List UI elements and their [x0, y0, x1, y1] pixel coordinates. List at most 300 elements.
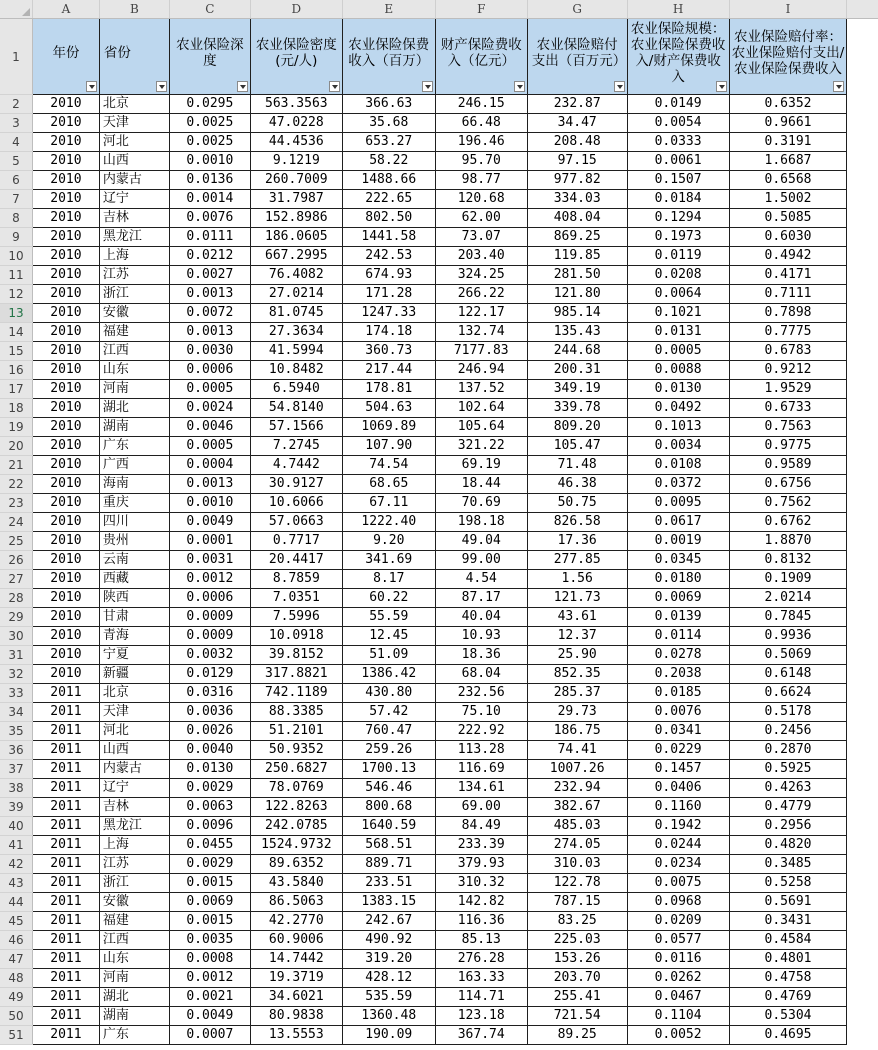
empty-cell[interactable] [847, 456, 878, 475]
table-cell[interactable]: 0.6030 [729, 228, 847, 247]
table-cell[interactable]: 0.0129 [169, 665, 250, 684]
table-cell[interactable]: 0.0029 [169, 779, 250, 798]
table-cell[interactable]: 4.54 [435, 570, 527, 589]
table-cell[interactable]: 29.73 [527, 703, 627, 722]
table-cell[interactable]: 湖南 [99, 418, 169, 437]
table-cell[interactable]: 742.1189 [250, 684, 342, 703]
table-cell[interactable]: 1383.15 [342, 893, 435, 912]
header-cell-year[interactable] [32, 19, 99, 95]
table-cell[interactable]: 47.0228 [250, 114, 342, 133]
row-number[interactable]: 41 [0, 836, 32, 855]
empty-cell[interactable] [847, 266, 878, 285]
table-cell[interactable]: 河北 [99, 722, 169, 741]
table-cell[interactable]: 0.0004 [169, 456, 250, 475]
table-cell[interactable]: 0.0088 [627, 361, 729, 380]
table-cell[interactable]: 2010 [32, 494, 99, 513]
table-cell[interactable]: 246.94 [435, 361, 527, 380]
row-number[interactable]: 44 [0, 893, 32, 912]
row-number[interactable]: 17 [0, 380, 32, 399]
table-cell[interactable]: 2010 [32, 551, 99, 570]
filter-dropdown-icon[interactable] [422, 81, 433, 92]
row-number[interactable]: 4 [0, 133, 32, 152]
table-cell[interactable]: 232.87 [527, 95, 627, 114]
table-cell[interactable]: 0.0234 [627, 855, 729, 874]
table-cell[interactable]: 广西 [99, 456, 169, 475]
table-cell[interactable]: 0.0054 [627, 114, 729, 133]
table-cell[interactable]: 0.0010 [169, 152, 250, 171]
table-cell[interactable]: 58.22 [342, 152, 435, 171]
table-cell[interactable]: 153.26 [527, 950, 627, 969]
empty-cell[interactable] [847, 361, 878, 380]
table-cell[interactable]: 北京 [99, 684, 169, 703]
table-cell[interactable]: 4.7442 [250, 456, 342, 475]
table-cell[interactable]: 57.1566 [250, 418, 342, 437]
table-cell[interactable]: 0.0008 [169, 950, 250, 969]
table-cell[interactable]: 10.0918 [250, 627, 342, 646]
table-cell[interactable]: 0.7563 [729, 418, 847, 437]
table-cell[interactable]: 0.0316 [169, 684, 250, 703]
empty-cell[interactable] [847, 399, 878, 418]
table-cell[interactable]: 60.22 [342, 589, 435, 608]
table-cell[interactable]: 43.61 [527, 608, 627, 627]
table-cell[interactable]: 0.1104 [627, 1007, 729, 1026]
table-cell[interactable]: 869.25 [527, 228, 627, 247]
table-cell[interactable]: 27.0214 [250, 285, 342, 304]
table-cell[interactable]: 2011 [32, 703, 99, 722]
header-cell-loss-ratio[interactable] [729, 19, 847, 95]
table-cell[interactable]: 0.0036 [169, 703, 250, 722]
table-cell[interactable]: 天津 [99, 114, 169, 133]
table-cell[interactable]: 2010 [32, 228, 99, 247]
table-cell[interactable]: 上海 [99, 247, 169, 266]
row-number[interactable]: 47 [0, 950, 32, 969]
table-cell[interactable]: 0.0063 [169, 798, 250, 817]
table-cell[interactable]: 0.1013 [627, 418, 729, 437]
table-cell[interactable]: 0.0072 [169, 304, 250, 323]
table-cell[interactable]: 2011 [32, 988, 99, 1007]
table-cell[interactable]: 贵州 [99, 532, 169, 551]
table-cell[interactable]: 0.0076 [627, 703, 729, 722]
table-cell[interactable]: 0.0049 [169, 513, 250, 532]
table-cell[interactable]: 0.0012 [169, 570, 250, 589]
table-cell[interactable]: 0.0013 [169, 323, 250, 342]
table-cell[interactable]: 0.9661 [729, 114, 847, 133]
table-cell[interactable]: 208.48 [527, 133, 627, 152]
table-cell[interactable]: 30.9127 [250, 475, 342, 494]
table-cell[interactable]: 0.0013 [169, 285, 250, 304]
column-letter[interactable]: E [342, 0, 435, 19]
table-cell[interactable]: 0.0208 [627, 266, 729, 285]
table-cell[interactable]: 0.0139 [627, 608, 729, 627]
table-cell[interactable]: 27.3634 [250, 323, 342, 342]
table-cell[interactable]: 186.75 [527, 722, 627, 741]
table-cell[interactable]: 湖北 [99, 399, 169, 418]
filter-dropdown-icon[interactable] [716, 81, 727, 92]
table-cell[interactable]: 福建 [99, 912, 169, 931]
table-cell[interactable]: 2011 [32, 912, 99, 931]
table-cell[interactable]: 802.50 [342, 209, 435, 228]
table-cell[interactable]: 360.73 [342, 342, 435, 361]
table-cell[interactable]: 40.04 [435, 608, 527, 627]
table-cell[interactable]: 122.17 [435, 304, 527, 323]
table-cell[interactable]: 2011 [32, 1007, 99, 1026]
table-cell[interactable]: 安徽 [99, 893, 169, 912]
table-cell[interactable]: 2010 [32, 437, 99, 456]
table-cell[interactable]: 0.0492 [627, 399, 729, 418]
table-cell[interactable]: 浙江 [99, 285, 169, 304]
table-cell[interactable]: 2011 [32, 817, 99, 836]
table-cell[interactable]: 339.78 [527, 399, 627, 418]
table-cell[interactable]: 174.18 [342, 323, 435, 342]
table-cell[interactable]: 977.82 [527, 171, 627, 190]
row-number[interactable]: 8 [0, 209, 32, 228]
table-cell[interactable]: 0.0130 [627, 380, 729, 399]
table-cell[interactable]: 0.0029 [169, 855, 250, 874]
table-cell[interactable]: 2010 [32, 285, 99, 304]
table-cell[interactable]: 0.0009 [169, 627, 250, 646]
table-cell[interactable]: 563.3563 [250, 95, 342, 114]
table-cell[interactable]: 97.15 [527, 152, 627, 171]
table-cell[interactable]: 116.36 [435, 912, 527, 931]
table-cell[interactable]: 青海 [99, 627, 169, 646]
row-number[interactable]: 11 [0, 266, 32, 285]
table-cell[interactable]: 25.90 [527, 646, 627, 665]
row-number[interactable]: 24 [0, 513, 32, 532]
empty-cell[interactable] [847, 741, 878, 760]
table-cell[interactable]: 1.5002 [729, 190, 847, 209]
empty-cell[interactable] [847, 988, 878, 1007]
table-cell[interactable]: 湖北 [99, 988, 169, 1007]
table-cell[interactable]: 152.8986 [250, 209, 342, 228]
table-cell[interactable]: 98.77 [435, 171, 527, 190]
table-cell[interactable]: 0.0034 [627, 437, 729, 456]
row-number[interactable]: 5 [0, 152, 32, 171]
table-cell[interactable]: 277.85 [527, 551, 627, 570]
table-cell[interactable]: 内蒙古 [99, 171, 169, 190]
table-cell[interactable]: 0.0333 [627, 133, 729, 152]
table-cell[interactable]: 2.0214 [729, 589, 847, 608]
table-cell[interactable]: 18.36 [435, 646, 527, 665]
table-cell[interactable]: 0.1160 [627, 798, 729, 817]
table-cell[interactable]: 0.5069 [729, 646, 847, 665]
row-number[interactable]: 15 [0, 342, 32, 361]
table-cell[interactable]: 10.6066 [250, 494, 342, 513]
table-cell[interactable]: 852.35 [527, 665, 627, 684]
table-cell[interactable]: 0.0455 [169, 836, 250, 855]
table-cell[interactable]: 0.0295 [169, 95, 250, 114]
header-cell-scale[interactable] [627, 19, 729, 95]
table-cell[interactable]: 800.68 [342, 798, 435, 817]
table-cell[interactable]: 2010 [32, 171, 99, 190]
table-cell[interactable]: 0.1294 [627, 209, 729, 228]
table-cell[interactable]: 319.20 [342, 950, 435, 969]
table-cell[interactable]: 366.63 [342, 95, 435, 114]
table-cell[interactable]: 黑龙江 [99, 817, 169, 836]
empty-cell[interactable] [847, 684, 878, 703]
table-cell[interactable]: 0.0040 [169, 741, 250, 760]
table-cell[interactable]: 0.6568 [729, 171, 847, 190]
empty-cell[interactable] [847, 304, 878, 323]
filter-dropdown-icon[interactable] [514, 81, 525, 92]
row-number[interactable]: 22 [0, 475, 32, 494]
filter-dropdown-icon[interactable] [156, 81, 167, 92]
table-cell[interactable]: 99.00 [435, 551, 527, 570]
table-cell[interactable]: 0.7775 [729, 323, 847, 342]
table-cell[interactable]: 0.4801 [729, 950, 847, 969]
table-cell[interactable]: 0.0229 [627, 741, 729, 760]
column-letter[interactable]: H [627, 0, 729, 19]
table-cell[interactable]: 1.9529 [729, 380, 847, 399]
table-cell[interactable]: 辽宁 [99, 779, 169, 798]
table-cell[interactable]: 0.0035 [169, 931, 250, 950]
table-cell[interactable]: 福建 [99, 323, 169, 342]
table-cell[interactable]: 2011 [32, 798, 99, 817]
table-cell[interactable]: 0.0278 [627, 646, 729, 665]
table-cell[interactable]: 87.17 [435, 589, 527, 608]
table-cell[interactable]: 260.7009 [250, 171, 342, 190]
table-cell[interactable]: 89.25 [527, 1026, 627, 1045]
row-number[interactable]: 33 [0, 684, 32, 703]
table-cell[interactable]: 787.15 [527, 893, 627, 912]
table-cell[interactable]: 2010 [32, 456, 99, 475]
table-cell[interactable]: 0.0005 [169, 437, 250, 456]
table-cell[interactable]: 2011 [32, 722, 99, 741]
table-cell[interactable]: 0.2038 [627, 665, 729, 684]
table-cell[interactable]: 69.19 [435, 456, 527, 475]
table-cell[interactable]: 6.5940 [250, 380, 342, 399]
table-cell[interactable]: 2011 [32, 684, 99, 703]
empty-cell[interactable] [847, 513, 878, 532]
table-cell[interactable]: 1.56 [527, 570, 627, 589]
table-cell[interactable]: 西藏 [99, 570, 169, 589]
table-cell[interactable]: 0.4695 [729, 1026, 847, 1045]
table-cell[interactable]: 107.90 [342, 437, 435, 456]
table-cell[interactable]: 0.9775 [729, 437, 847, 456]
empty-cell[interactable] [847, 418, 878, 437]
table-cell[interactable]: 721.54 [527, 1007, 627, 1026]
table-cell[interactable]: 2010 [32, 190, 99, 209]
row-number[interactable]: 1 [0, 19, 32, 95]
table-cell[interactable]: 334.03 [527, 190, 627, 209]
empty-cell[interactable] [847, 133, 878, 152]
empty-cell[interactable] [847, 817, 878, 836]
table-cell[interactable]: 0.0031 [169, 551, 250, 570]
table-cell[interactable]: 山西 [99, 741, 169, 760]
filter-dropdown-icon[interactable] [237, 81, 248, 92]
table-cell[interactable]: 2010 [32, 532, 99, 551]
table-cell[interactable]: 0.6756 [729, 475, 847, 494]
table-cell[interactable]: 0.0076 [169, 209, 250, 228]
table-cell[interactable]: 122.8263 [250, 798, 342, 817]
column-letter[interactable]: I [729, 0, 847, 19]
row-number[interactable]: 13 [0, 304, 32, 323]
table-cell[interactable]: 246.15 [435, 95, 527, 114]
table-cell[interactable]: 122.78 [527, 874, 627, 893]
table-cell[interactable]: 428.12 [342, 969, 435, 988]
table-cell[interactable]: 0.0014 [169, 190, 250, 209]
filter-dropdown-icon[interactable] [614, 81, 625, 92]
table-cell[interactable]: 0.0019 [627, 532, 729, 551]
table-cell[interactable]: 0.7562 [729, 494, 847, 513]
table-cell[interactable]: 0.0021 [169, 988, 250, 1007]
table-cell[interactable]: 80.9838 [250, 1007, 342, 1026]
table-cell[interactable]: 44.4536 [250, 133, 342, 152]
table-cell[interactable]: 12.45 [342, 627, 435, 646]
table-cell[interactable]: 13.5553 [250, 1026, 342, 1045]
table-cell[interactable]: 74.54 [342, 456, 435, 475]
table-cell[interactable]: 0.4820 [729, 836, 847, 855]
table-cell[interactable]: 266.22 [435, 285, 527, 304]
table-cell[interactable]: 新疆 [99, 665, 169, 684]
table-cell[interactable]: 2010 [32, 665, 99, 684]
row-number[interactable]: 48 [0, 969, 32, 988]
table-cell[interactable]: 0.0212 [169, 247, 250, 266]
table-cell[interactable]: 9.1219 [250, 152, 342, 171]
table-cell[interactable]: 0.1457 [627, 760, 729, 779]
table-cell[interactable]: 203.40 [435, 247, 527, 266]
table-cell[interactable]: 285.37 [527, 684, 627, 703]
table-cell[interactable]: 0.1507 [627, 171, 729, 190]
table-cell[interactable]: 2010 [32, 608, 99, 627]
empty-cell[interactable] [847, 152, 878, 171]
empty-cell[interactable] [847, 608, 878, 627]
table-cell[interactable]: 内蒙古 [99, 760, 169, 779]
empty-cell[interactable] [847, 551, 878, 570]
table-cell[interactable]: 1386.42 [342, 665, 435, 684]
table-cell[interactable]: 0.4584 [729, 931, 847, 950]
table-cell[interactable]: 242.53 [342, 247, 435, 266]
table-cell[interactable]: 382.67 [527, 798, 627, 817]
empty-cell[interactable] [847, 722, 878, 741]
table-cell[interactable]: 1.8870 [729, 532, 847, 551]
table-cell[interactable]: 2010 [32, 114, 99, 133]
table-cell[interactable]: 0.0180 [627, 570, 729, 589]
table-cell[interactable]: 0.6783 [729, 342, 847, 361]
filter-dropdown-icon[interactable] [329, 81, 340, 92]
table-cell[interactable]: 233.39 [435, 836, 527, 855]
table-cell[interactable]: 222.65 [342, 190, 435, 209]
table-cell[interactable]: 0.0341 [627, 722, 729, 741]
row-number[interactable]: 50 [0, 1007, 32, 1026]
table-cell[interactable]: 7.0351 [250, 589, 342, 608]
table-cell[interactable]: 2011 [32, 931, 99, 950]
table-cell[interactable]: 北京 [99, 95, 169, 114]
table-cell[interactable]: 1360.48 [342, 1007, 435, 1026]
table-cell[interactable]: 1247.33 [342, 304, 435, 323]
table-cell[interactable]: 0.0075 [627, 874, 729, 893]
empty-cell[interactable] [847, 323, 878, 342]
column-letter[interactable]: A [32, 0, 99, 19]
table-cell[interactable]: 430.80 [342, 684, 435, 703]
table-cell[interactable]: 0.0136 [169, 171, 250, 190]
header-cell-depth[interactable] [169, 19, 250, 95]
table-cell[interactable]: 222.92 [435, 722, 527, 741]
empty-cell[interactable] [847, 931, 878, 950]
table-cell[interactable]: 41.5994 [250, 342, 342, 361]
empty-cell[interactable] [847, 836, 878, 855]
table-cell[interactable]: 0.1021 [627, 304, 729, 323]
table-cell[interactable]: 四川 [99, 513, 169, 532]
table-cell[interactable]: 2011 [32, 855, 99, 874]
table-cell[interactable]: 2011 [32, 760, 99, 779]
table-cell[interactable]: 2011 [32, 1026, 99, 1045]
table-cell[interactable]: 0.0244 [627, 836, 729, 855]
table-cell[interactable]: 889.71 [342, 855, 435, 874]
row-number[interactable]: 2 [0, 95, 32, 114]
table-cell[interactable]: 203.70 [527, 969, 627, 988]
table-cell[interactable]: 2010 [32, 361, 99, 380]
table-cell[interactable]: 68.65 [342, 475, 435, 494]
empty-cell[interactable] [847, 969, 878, 988]
table-cell[interactable]: 2010 [32, 133, 99, 152]
table-cell[interactable]: 1700.13 [342, 760, 435, 779]
table-cell[interactable]: 67.11 [342, 494, 435, 513]
row-number[interactable]: 9 [0, 228, 32, 247]
column-letter-empty[interactable] [847, 0, 878, 19]
empty-cell[interactable] [847, 285, 878, 304]
table-cell[interactable]: 江苏 [99, 266, 169, 285]
table-cell[interactable]: 760.47 [342, 722, 435, 741]
table-cell[interactable]: 0.0130 [169, 760, 250, 779]
table-cell[interactable]: 35.68 [342, 114, 435, 133]
table-cell[interactable]: 0.4769 [729, 988, 847, 1007]
table-cell[interactable]: 0.0006 [169, 361, 250, 380]
table-cell[interactable]: 0.0185 [627, 684, 729, 703]
row-number[interactable]: 28 [0, 589, 32, 608]
empty-cell[interactable] [847, 912, 878, 931]
table-cell[interactable]: 重庆 [99, 494, 169, 513]
table-cell[interactable]: 0.5691 [729, 893, 847, 912]
column-letter[interactable]: C [169, 0, 250, 19]
row-number[interactable]: 49 [0, 988, 32, 1007]
row-number[interactable]: 37 [0, 760, 32, 779]
table-cell[interactable]: 湖南 [99, 1007, 169, 1026]
table-cell[interactable]: 7.5996 [250, 608, 342, 627]
table-cell[interactable]: 2010 [32, 247, 99, 266]
table-cell[interactable]: 19.3719 [250, 969, 342, 988]
table-cell[interactable]: 河南 [99, 969, 169, 988]
row-number[interactable]: 20 [0, 437, 32, 456]
table-cell[interactable]: 86.5063 [250, 893, 342, 912]
table-cell[interactable]: 2010 [32, 570, 99, 589]
table-cell[interactable]: 51.09 [342, 646, 435, 665]
table-cell[interactable]: 281.50 [527, 266, 627, 285]
table-cell[interactable]: 2010 [32, 399, 99, 418]
table-cell[interactable]: 0.5085 [729, 209, 847, 228]
empty-cell[interactable] [847, 627, 878, 646]
table-cell[interactable]: 黑龙江 [99, 228, 169, 247]
table-cell[interactable]: 云南 [99, 551, 169, 570]
table-cell[interactable]: 10.8482 [250, 361, 342, 380]
table-cell[interactable]: 0.3485 [729, 855, 847, 874]
row-number[interactable]: 25 [0, 532, 32, 551]
table-cell[interactable]: 0.0052 [627, 1026, 729, 1045]
table-cell[interactable]: 0.0577 [627, 931, 729, 950]
table-cell[interactable]: 0.0026 [169, 722, 250, 741]
table-cell[interactable]: 200.31 [527, 361, 627, 380]
table-cell[interactable]: 43.5840 [250, 874, 342, 893]
row-number[interactable]: 35 [0, 722, 32, 741]
row-number[interactable]: 46 [0, 931, 32, 950]
empty-cell[interactable] [847, 475, 878, 494]
table-cell[interactable]: 76.4082 [250, 266, 342, 285]
table-cell[interactable]: 66.48 [435, 114, 527, 133]
table-cell[interactable]: 57.42 [342, 703, 435, 722]
table-cell[interactable]: 0.6762 [729, 513, 847, 532]
table-cell[interactable]: 74.41 [527, 741, 627, 760]
table-cell[interactable]: 57.0663 [250, 513, 342, 532]
table-cell[interactable]: 10.93 [435, 627, 527, 646]
